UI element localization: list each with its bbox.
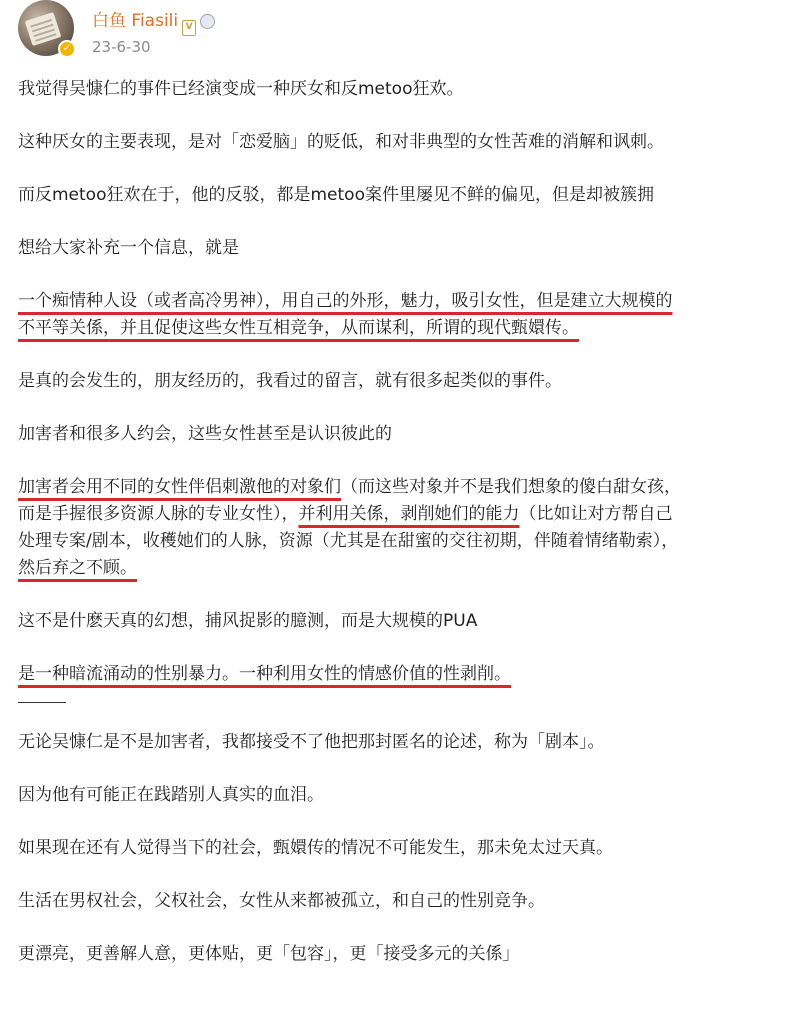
paragraph-3: 而反metoo狂欢在于，他的反驳，都是metoo案件里屡见不鲜的偏见，但是却被簇拥 [18,185,654,205]
highlighted-text: 不平等关係，并且促使这些女性互相竞争，从而谋利，所谓的现代甄嬛传。 [18,318,579,338]
paragraph-11: 无论吴慷仁是不是加害者，我都接受不了他把那封匿名的论述，称为「剧本」。 [18,732,605,752]
divider-line [18,702,66,703]
highlighted-line: 一个痴情种人设（或者高冷男神），用自己的外形，魅力，吸引女性，但是建立大规模的 [18,291,673,311]
verified-badge-icon: ✓ [58,40,76,58]
paragraph-2: 这种厌女的主要表现，是对「恋爱脑」的贬低，和对非典型的女性苦难的消解和讽刺。 [18,132,664,152]
author-name[interactable] [92,6,215,36]
vip-level-icon: V [182,20,196,36]
paragraph-13: 如果现在还有人觉得当下的社会，甄嬛传的情况不可能发生，那未免太过天真。 [18,838,613,858]
text-line: 处理专案/剧本，收穫她们的人脉，资源（尤其是在甜蜜的交往初期，伴随着情绪勒索）， [18,531,679,551]
paragraph-1: 我觉得吴慷仁的事件已经演变成一种厌女和反metoo狂欢。 [18,79,464,99]
paragraph-15: 更漂亮，更善解人意，更体贴，更「包容」，更「接受多元的关係」 [18,944,520,964]
paragraph-6: 是真的会发生的，朋友经历的，我看过的留言，就有很多起类似的事件。 [18,371,562,391]
author-name-text[interactable]: 白鱼 Fiasili [92,11,179,31]
text-line [18,501,778,528]
highlighted-text: 是一种暗流涌动的性别暴力。一种利用女性的情感价值的性剥削。 [18,664,511,684]
paragraph-5-highlighted [18,288,778,342]
paragraph-8 [18,474,778,582]
paragraph-4: 想给大家补充一个信息，就是 [18,238,239,258]
post-header [18,0,778,62]
plain-text: （比如让对方帮自己 [519,504,673,524]
paragraph-9: 这不是什麽天真的幻想，捕风捉影的臆测，而是大规模的PUA [18,611,478,631]
text-line [18,555,778,582]
plain-text: 而是手握很多资源人脉的专业女性）， [18,504,299,524]
paragraph-7: 加害者和很多人约会，这些女性甚至是认识彼此的 [18,424,392,444]
text-line [18,474,778,501]
avatar-photo-icon [25,12,62,46]
medal-icon [200,14,215,29]
paragraph-12: 因为他有可能正在践踏别人真实的血泪。 [18,785,324,805]
highlighted-text: 加害者会用不同的女性伴侣刺激他的对象们 [18,477,341,497]
paragraph-14: 生活在男权社会，父权社会，女性从来都被孤立，和自己的性别竞争。 [18,891,545,911]
plain-text: （而这些对象并不是我们想象的傻白甜女孩， [341,477,681,497]
text-line [18,315,778,342]
highlighted-text: 并利用关係，剥削她们的能力 [298,504,520,524]
post-date: 23-6-30 [92,38,151,56]
paragraph-10-highlighted [18,661,778,688]
post-body [18,76,778,968]
highlighted-text: 然后弃之不顾。 [18,558,137,578]
